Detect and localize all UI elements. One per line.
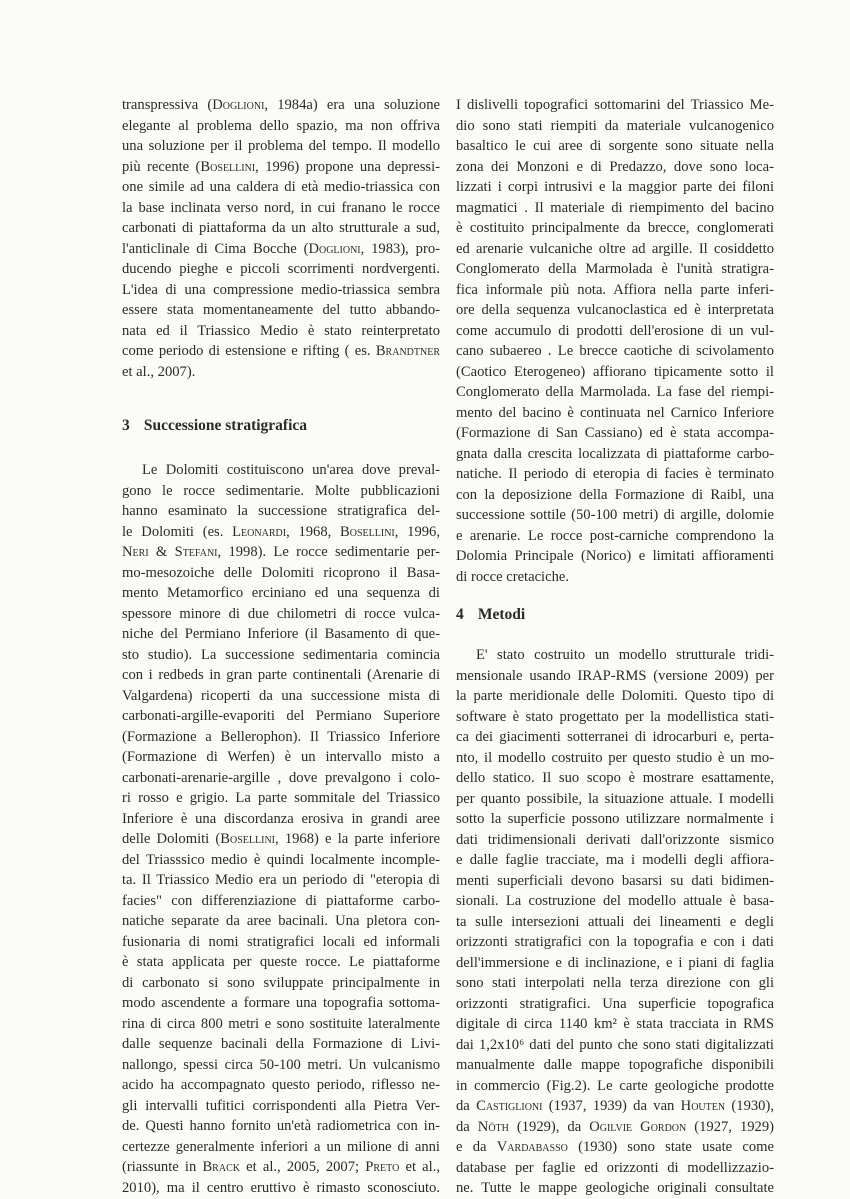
text-line: la parte meridionale delle Dolomiti. Questo tipo di: [456, 688, 774, 704]
paragraph-metodi: [456, 645, 774, 1199]
text-line: I dislivelli topografici sottomarini del Triassico Me-: [456, 97, 774, 113]
text-line: Le Dolomiti costituiscono un'area dove preval-: [142, 462, 440, 478]
text-line: (riassunte in Brack et al., 2005, 2007; Preto et al.,: [122, 1159, 440, 1175]
text-line: e arenarie. Le rocce post-carniche comprendono la: [456, 527, 774, 544]
text-line: del Triasssico medio è quindi localmente incomple-: [122, 851, 440, 868]
text-line: da Nöth (1929), da Ogilvie Gordon (1927, 1929): [456, 1118, 774, 1135]
text-line: Valgardena) ricoperti da una successione mista di: [122, 687, 440, 704]
text-line: dalle sequenze bacinali della Formazione di Livi-: [122, 1036, 440, 1052]
text-line: L'idea di una compressione medio-triassica sembra: [122, 281, 440, 298]
text-line: manualmente dalle mappe topografiche disponibili: [456, 1057, 774, 1073]
text-line: nto, il modello costruito per questo studio è un mo-: [456, 749, 774, 766]
text-line: (Formazione a Bellerophon). Il Triassico Inferiore: [122, 728, 440, 745]
text-line: facies" con differenziazione di piattaforme carbo-: [122, 892, 440, 909]
text-line: più recente (Bosellini, 1996) propone una depressi-: [122, 158, 440, 175]
text-line: spessore minore di due chilometri di rocce vulca-: [122, 605, 440, 622]
text-line: zona dei Monzoni e di Predazzo, dove sono loca-: [456, 158, 774, 175]
text-line: gnata dalla crescita localizzata di piattaforme carbo-: [456, 445, 774, 462]
text-line: mento Metamorfico erciniano ed una sequenza di: [122, 585, 440, 601]
text-line: di rocce cretaciche.: [456, 568, 570, 585]
paragraph-doglioni-bosellini: [122, 95, 440, 382]
text-line: l'anticlinale di Cima Bocche (Doglioni, 1983), pro-: [122, 240, 440, 257]
text-line: ri rosso e grigio. La parte sommitale del Triassico: [122, 790, 440, 806]
text-line: dello statico. Il suo scopo è mostrare esattamente,: [456, 770, 774, 786]
text-line: 2010), ma il centro eruttivo è rimasto sconosciuto.: [122, 1179, 440, 1196]
text-line: niche del Permiano Inferiore (il Basamento di que-: [122, 626, 440, 642]
text-line: hanno esaminato la successione stratigrafica del-: [122, 503, 440, 519]
text-line: Conglomerato della Marmolada è l'unità stratigra-: [456, 261, 774, 277]
text-line: ed arenarie vulcaniche oltre ad argille. Il cosiddetto: [456, 240, 774, 257]
text-line: Inferiore è una discordanza erosiva in grandi aree: [122, 810, 440, 827]
text-line: carbonati-arenarie-argille , dove prevalgono i colo-: [122, 769, 440, 786]
text-line: come accumulo di prodotti dell'erosione di un vul-: [456, 322, 774, 339]
text-line: fusionaria di nomi stratigrafici locali ed informali: [122, 933, 440, 950]
text-line: cano subaereo . Le brecce caotiche di scivolamento: [456, 343, 774, 359]
text-line: gono le rocce sedimentarie. Molte pubblicazioni: [122, 482, 440, 499]
text-line: ta sulle intersezioni attuali dei lineamenti e degli: [456, 913, 774, 930]
section-3-number: 3: [122, 417, 130, 434]
text-line: mensionale usando IRAP-RMS (versione 2009) per: [456, 667, 774, 684]
text-line: da Castiglioni (1937, 1939) da van Houten (1930),: [456, 1098, 774, 1114]
text-line: ta. Il Triassico Medio era un periodo di "eteropia di: [122, 872, 440, 888]
left-column: [122, 95, 440, 1198]
text-line: è stata applicata per queste rocce. Le piattaforme: [122, 954, 440, 970]
text-line: dai 1,2x10⁶ dati del punto che sono stati digitalizzati: [456, 1036, 774, 1053]
text-line: dati tridimensionali derivati dall'orizzonte sismico: [456, 831, 774, 848]
text-line: rina di circa 800 metri e sono sostituite lateralmente: [122, 1015, 440, 1032]
text-line: carbonati di piattaforma da un alto strutturale a sud,: [122, 220, 440, 236]
text-line: sionali. La costruzione del modello attuale è basa-: [456, 893, 774, 909]
text-line: con i redbeds in gran parte continentali (Arenarie di: [122, 667, 440, 683]
text-line: nallongo, spessi circa 50-100 metri. Un vulcanismo: [122, 1056, 440, 1073]
text-line: orizzonti stratigrafici. Una superficie topografica: [456, 995, 774, 1012]
text-line: natiche. Il periodo di eteropia di facies è terminato: [456, 466, 774, 482]
section-4-heading: [456, 603, 774, 627]
text-line: successione sottile (50-100 metri) di argille, dolomie: [456, 507, 774, 523]
text-line: ore della sequenza vulcanoclastica ed è interpretata: [456, 302, 774, 318]
text-line: in commercio (Fig.2). Le carte geologiche prodotte: [456, 1077, 774, 1094]
text-line: Dolomia Principale (Norico) e limitati affioramenti: [456, 548, 774, 564]
text-line: ne. Tutte le mappe geologiche originali consultate: [456, 1180, 774, 1196]
text-line: elegante al problema dello spazio, ma non offriva: [122, 117, 440, 134]
text-line: fica informale più nota. Affiora nella parte inferi-: [456, 281, 774, 298]
text-line: sotto la superficie possono utilizzare normalmente i: [456, 811, 774, 827]
text-line: come periodo di estensione e rifting ( es. Brandtner: [122, 343, 440, 359]
text-line: lizzati i corpi intrusivi e la maggior parte dei filoni: [456, 179, 774, 195]
section-3-heading: [122, 414, 440, 438]
text-line: certezze generalmente inferiori a un milione di anni: [122, 1138, 440, 1155]
text-line: menti superficiali devono basarsi su dati bidimen-: [456, 872, 774, 889]
text-line: gli intervalli tufitici corrispondenti alla Pietra Ver-: [122, 1097, 440, 1114]
text-line: carbonati-argille-evaporiti del Permiano Superiore: [122, 708, 440, 724]
text-line: mento del bacino è continuata nel Carnico Inferiore: [456, 404, 774, 421]
paragraph-successione: [122, 460, 440, 1198]
text-line: (Formazione di San Cassiano) ed è stata accompa-: [456, 425, 774, 441]
paragraph-dislivelli: [456, 95, 774, 587]
text-line: e dalle faglie tracciate, ma i modelli degli affiora-: [456, 852, 774, 868]
text-line: essere stata momentaneamente del tutto abbando-: [122, 302, 440, 318]
text-line: e da Vardabasso (1930) sono state usate come: [456, 1139, 774, 1155]
text-line: sto studio). La successione sedimentaria comincia: [122, 646, 440, 663]
text-line: transpressiva (Doglioni, 1984a) era una soluzione: [122, 97, 440, 113]
right-column: [456, 95, 774, 1199]
text-line: natiche separate da aree bacinali. Una pletora con-: [122, 913, 440, 929]
text-line: con la deposizione della Formazione di Raibl, una: [456, 486, 774, 503]
text-line: software è stato progettato per la modellistica stati-: [456, 708, 774, 725]
text-line: delle Dolomiti (Bosellini, 1968) e la parte inferiore: [122, 831, 440, 847]
text-line: Conglomerato della Marmolada. La fase del riempi-: [456, 384, 774, 400]
section-3-title: Successione stratigrafica: [143, 417, 308, 434]
section-4-number: 4: [456, 606, 464, 623]
text-line: acido ha accompagnato questo periodo, riflesso ne-: [122, 1077, 440, 1093]
text-line: sono stati interpolati nella terza direzione con gli: [456, 975, 774, 991]
text-line: one simile ad una caldera di età medio-triassica con: [122, 179, 440, 195]
text-line: database per faglie ed orizzonti di modellizzazio-: [456, 1159, 774, 1176]
text-line: ducendo pieghe e piccoli scorrimenti nordvergenti.: [122, 261, 440, 277]
text-line: la base inclinata verso nord, in cui franano le rocce: [122, 199, 440, 216]
text-line: di carbonato si sono sviluppate principalmente in: [122, 974, 440, 991]
text-line: è costituito principalmente da brecce, conglomerati: [456, 220, 774, 236]
text-line: Neri & Stefani, 1998). Le rocce sedimentarie per-: [122, 544, 441, 560]
text-line: una soluzione per il problema del tempo. Il modello: [122, 138, 440, 154]
text-line: digitale di circa 1140 km² è stata tracciata in RMS: [456, 1016, 774, 1032]
text-line: basaltico le cui aree di sorgente sono situate nella: [456, 138, 774, 154]
text-line: le Dolomiti (es. Leonardi, 1968, Bosellini, 1996,: [122, 523, 440, 540]
text-line: dio sono stati riempiti da materiale vulcanogenico: [456, 117, 774, 134]
text-line: per quanto possibile, la situazione attuale. I modelli: [456, 790, 774, 807]
text-line: dell'immersione e di inclinazione, e i piani di faglia: [456, 954, 774, 971]
text-line: ca dei giacimenti sotterranei di idrocarburi e, perta-: [456, 729, 774, 745]
text-line: et al., 2007).: [122, 363, 196, 380]
text-line: (Caotico Eterogeneo) affiorano tipicamente sotto il: [456, 363, 774, 380]
text-line: de. Questi hanno fornito un'età radiometrica con in-: [122, 1118, 440, 1134]
text-line: (Formazione di Werfen) è un intervallo misto a: [122, 749, 440, 765]
text-line: E' stato costruito un modello strutturale tridi-: [476, 647, 774, 663]
section-4-title: Metodi: [477, 606, 526, 623]
text-line: mo-mesozoiche delle Dolomiti ricoprono il Basa-: [122, 564, 440, 581]
text-line: orizzonti stratigrafici con la topografia e con i dati: [456, 934, 774, 950]
text-line: nata ed il Triassico Medio è stato reinterpretato: [122, 322, 440, 339]
text-line: modo ascendente a formare una topografia sottoma-: [122, 995, 440, 1011]
text-line: magmatici . Il materiale di riempimento del bacino: [456, 199, 774, 216]
